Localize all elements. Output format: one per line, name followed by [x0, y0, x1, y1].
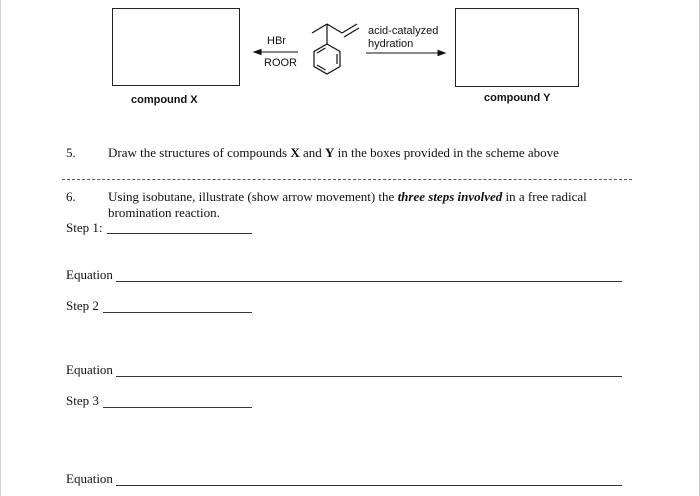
step-1-answer-line[interactable] [107, 219, 252, 234]
reaction-scheme [0, 0, 700, 120]
compound-y-ref: Y [325, 145, 335, 160]
equation-3-answer-line[interactable] [116, 472, 622, 486]
question-5-text-end: in the boxes provided in the scheme above [334, 145, 559, 160]
compound-x-label: compound X [131, 94, 198, 106]
left-reagent-hbr: HBr [267, 35, 286, 47]
question-5-and: and [299, 145, 325, 160]
equation-3-label: Equation [66, 471, 113, 486]
step-3-label: Step 3 [66, 393, 99, 408]
question-5-number: 5. [66, 145, 76, 160]
right-reaction-arrow [366, 51, 445, 56]
equation-2-label: Equation [66, 362, 113, 377]
question-5-text [108, 145, 559, 160]
compound-x-ref: X [290, 145, 300, 160]
equation-1-label: Equation [66, 267, 113, 282]
section-divider [62, 179, 632, 180]
starting-material-structure [312, 24, 359, 74]
compound-y-label: compound Y [484, 92, 551, 104]
equation-1-answer-line[interactable] [116, 268, 622, 282]
question-6-text-line1 [108, 189, 587, 204]
question-6-emphasis: three steps involved [397, 189, 503, 204]
equation-2-answer-line[interactable] [116, 363, 622, 377]
question-5-text-start: Draw the structures of compounds [108, 145, 291, 160]
right-reagent-acid-catalyzed: acid-catalyzed [368, 25, 439, 37]
question-6-number: 6. [66, 189, 76, 204]
right-reagent-hydration: hydration [368, 38, 414, 50]
left-reagent-roor: ROOR [264, 57, 297, 69]
question-6-text-line2: bromination reaction. [108, 205, 220, 220]
step-3-answer-line[interactable] [103, 394, 252, 408]
step-2-answer-line[interactable] [103, 299, 252, 313]
step-2-label: Step 2 [66, 298, 99, 313]
step-1-label: Step 1: [66, 220, 103, 235]
question-6-text-start: Using isobutane, illustrate (show arrow movement) the [108, 189, 398, 204]
question-6-text-end: in a free radical [502, 189, 587, 204]
left-reaction-arrow [254, 50, 298, 55]
